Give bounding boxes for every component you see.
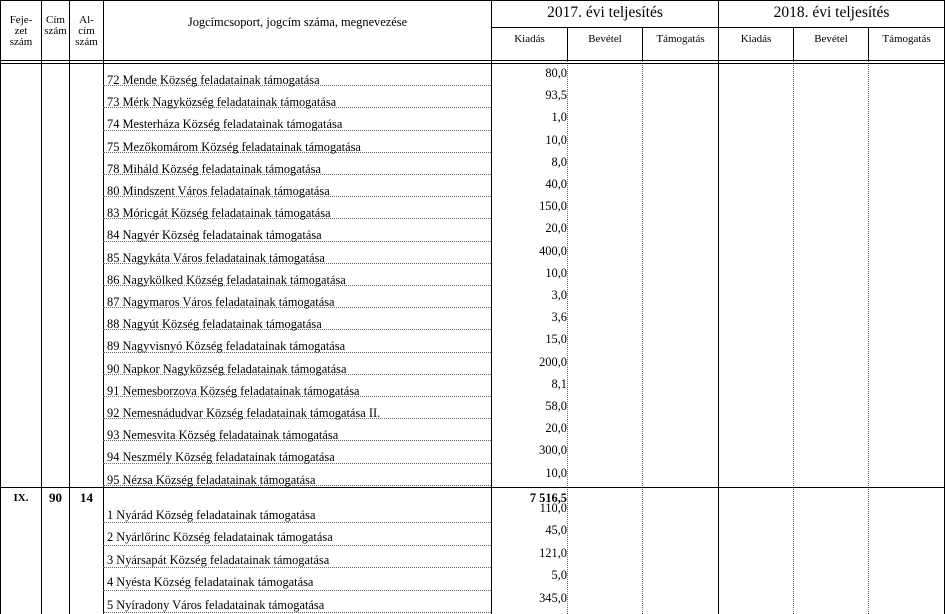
group-alcim: 14 [80, 490, 93, 505]
row-kiadas: 40,0 [545, 177, 567, 191]
row-kiadas: 8,1 [551, 376, 567, 391]
group-separator [0, 487, 945, 488]
row-name: 95 Nézsa Község feladatainak támogatása [107, 472, 316, 487]
row-name: 74 Mesterháza Község feladatainak támogatása [107, 117, 343, 132]
grid-line [0, 60, 945, 61]
header-year-2018: 2018. évi teljesítés [773, 4, 890, 21]
row-name: 5 Nyíradony Város feladatainak támogatása [107, 597, 325, 612]
grid-line [41, 0, 42, 614]
header-bevetel-2017: Bevétel [588, 33, 622, 45]
row-kiadas: 1,0 [551, 110, 567, 125]
row-name: 3 Nyársapát Község feladatainak támogatása [107, 552, 330, 567]
row-kiadas: 200,0 [539, 354, 567, 369]
row-kiadas: 20,0 [545, 221, 567, 236]
row-name: 93 Nemesvita Község feladatainak támogatása [107, 428, 339, 443]
grid-line [491, 0, 492, 614]
row-name: 86 Nagykölked Község feladatainak támogatása [107, 272, 346, 287]
row-name: 72 Mende Község feladatainak támogatása [107, 73, 320, 87]
grid-line [491, 27, 945, 28]
row-name: 88 Nagyút Község feladatainak támogatása [107, 317, 322, 332]
row-name: 87 Nagymaros Város feladatainak támogatása [107, 295, 335, 309]
row-kiadas: 400,0 [539, 243, 567, 258]
row-kiadas: 10,0 [545, 132, 567, 147]
row-separator [103, 545, 491, 546]
group-cim: 90 [49, 490, 62, 505]
row-kiadas: 80,0 [545, 66, 567, 80]
grid-line [868, 60, 869, 614]
row-kiadas: 345,0 [539, 590, 567, 605]
row-name: 73 Mérk Nagyközség feladatainak támogatása [107, 95, 337, 110]
grid-line [0, 0, 1, 614]
row-separator [103, 567, 491, 568]
grid-line [567, 60, 568, 614]
grid-line [0, 63, 945, 64]
grid-line [793, 60, 794, 614]
row-name: 80 Mindszent Város feladatainak támogatása [107, 184, 330, 198]
row-name: 83 Móricgát Község feladatainak támogatása [107, 206, 331, 221]
row-kiadas: 110,0 [539, 501, 567, 515]
header-alcim: Al- cím szám [75, 14, 98, 48]
row-kiadas: 121,0 [539, 545, 567, 560]
row-name: 85 Nagykáta Város feladatainak támogatása [107, 250, 325, 265]
row-kiadas: 45,0 [545, 523, 567, 538]
header-cim: Cím szám [44, 14, 67, 37]
header-fejezet: Feje- zet szám [9, 14, 33, 48]
row-kiadas: 3,0 [551, 288, 567, 302]
row-name: 84 Nagyér Község feladatainak támogatása [107, 228, 322, 243]
grid-line [718, 0, 719, 614]
row-name: 1 Nyárád Község feladatainak támogatása [107, 508, 316, 522]
row-name: 2 Nyárlőrinc Község feladatainak támogatása [107, 530, 333, 545]
header-kiadas-2017: Kiadás [514, 33, 545, 45]
row-separator [103, 590, 491, 591]
row-separator [103, 612, 491, 613]
row-name: 4 Nyésta Község feladatainak támogatása [107, 575, 314, 590]
row-name: 94 Neszmély Község feladatainak támogatása [107, 450, 335, 465]
row-kiadas: 10,0 [545, 465, 567, 480]
header-kiadas-2018: Kiadás [740, 33, 772, 45]
row-kiadas: 58,0 [545, 399, 567, 413]
row-kiadas: 15,0 [545, 332, 567, 347]
row-name: 91 Nemesborzova Község feladatainak támogatása [107, 383, 360, 398]
row-kiadas: 8,0 [551, 154, 567, 169]
group-kiadas: 7 516,5 [529, 491, 567, 505]
row-kiadas: 300,0 [539, 443, 567, 458]
row-kiadas: 5,0 [551, 568, 567, 583]
header-year-2017: 2017. évi teljesítés [547, 4, 663, 21]
row-kiadas: 10,0 [545, 265, 567, 280]
row-kiadas: 93,5 [545, 88, 567, 103]
row-kiadas: 150,0 [539, 199, 567, 214]
grid-line [69, 0, 70, 614]
header-bevetel-2018: Bevétel [814, 33, 848, 45]
row-name: 78 Miháld Község feladatainak támogatása [107, 161, 322, 176]
row-kiadas: 3,6 [551, 310, 567, 325]
grid-line [0, 0, 945, 1]
group-fejezet: IX. [13, 492, 29, 504]
header-tamogatas-2017: Támogatás [656, 33, 705, 45]
row-name: 92 Nemesnádudvar Község feladatainak támogatása II. [107, 406, 381, 420]
grid-line [642, 60, 643, 614]
row-name: 89 Nagyvisnyó Község feladatainak támogatása [107, 339, 346, 354]
header-jogcim: Jogcímcsoport, jogcím száma, megnevezése [187, 15, 408, 29]
row-separator [103, 522, 491, 523]
header-tamogatas-2018: Támogatás [882, 33, 931, 45]
row-name: 75 Mezőkomárom Község feladatainak támogatása [107, 139, 361, 154]
row-kiadas: 20,0 [545, 421, 567, 436]
row-name: 90 Napkor Nagyközség feladatainak támogatása [107, 361, 347, 376]
